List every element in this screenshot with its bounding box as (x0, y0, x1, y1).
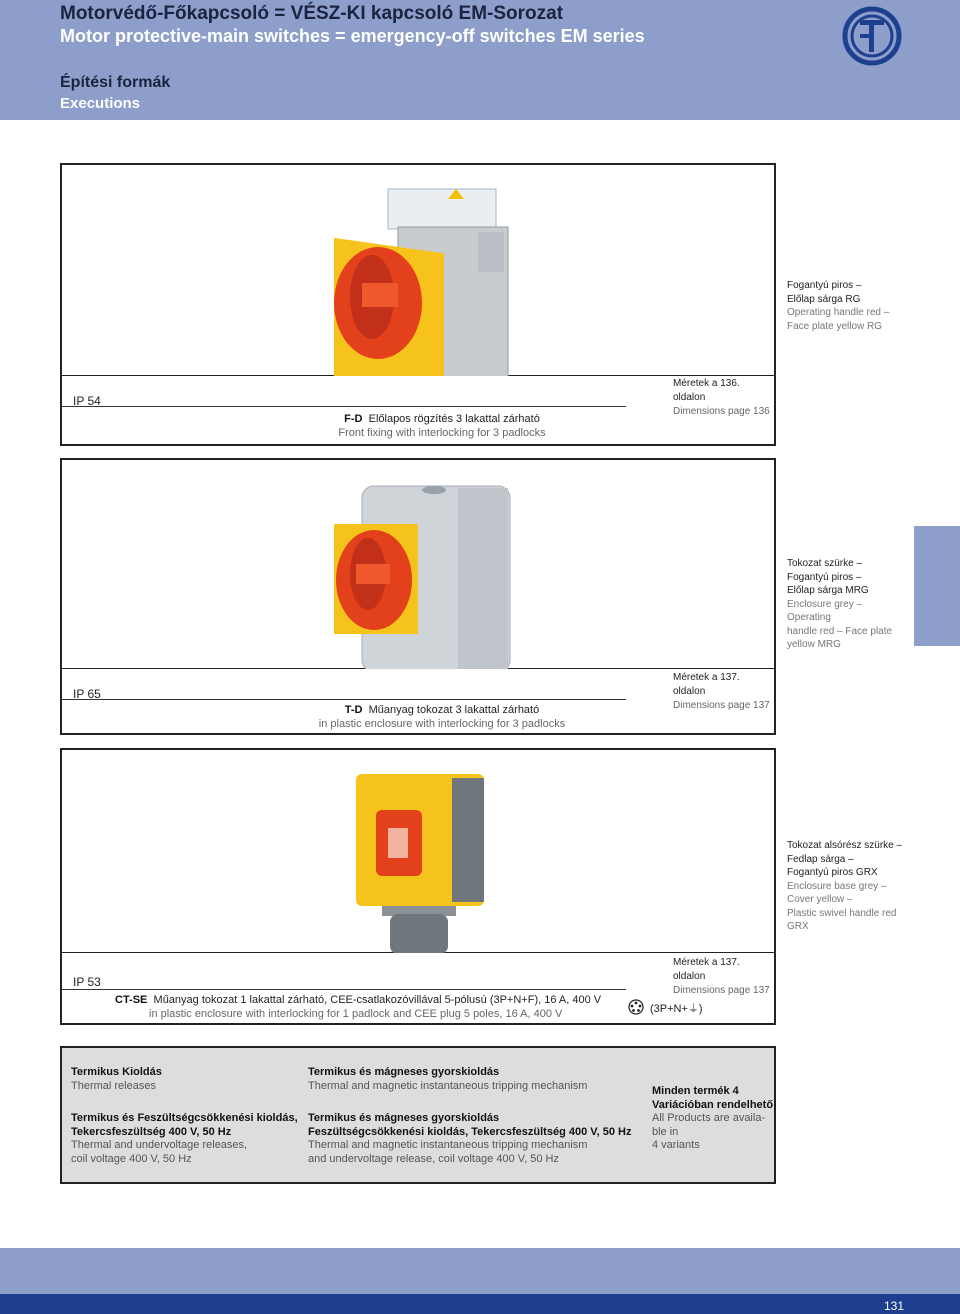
note-line: Tokozat alsórész szürke – (787, 840, 903, 851)
desc-en: in plastic enclosure with interlocking for 3 padlocks (318, 718, 566, 730)
product-code: F-D (344, 413, 363, 425)
release-variants-note (652, 1085, 773, 1153)
product-code: CT-SE (115, 994, 148, 1006)
title-english: Motor protective-main switches = emergency-off switches EM series (60, 26, 645, 46)
note-line: Face plate yellow RG (787, 320, 883, 332)
note-td (787, 557, 907, 652)
release-en: Thermal releases (71, 1079, 156, 1092)
dimensions-hu: Méretek a 137. oldalon (673, 672, 740, 697)
variants-en: 4 variants (652, 1139, 700, 1151)
cee-plug-icon (628, 999, 644, 1015)
note-line: Operating handle red – (787, 307, 890, 318)
dimensions-hu: Méretek a 137. oldalon (673, 957, 740, 982)
note-line: GRX (787, 921, 809, 932)
product-photo-frame-ctse (60, 748, 776, 954)
variants-en: All Products are availa- (652, 1112, 766, 1124)
dimensions-en: Dimensions page 136 (673, 406, 770, 417)
note-line: Enclosure grey – Operating (787, 598, 863, 623)
switch-td-image (328, 484, 528, 674)
switch-ctse-image (348, 772, 498, 956)
dimensions-ref (673, 671, 774, 713)
product-photo-frame-td (60, 458, 776, 670)
dimensions-en: Dimensions page 137 (673, 985, 770, 996)
product-photo-frame-fd (60, 163, 776, 377)
note-line: Előlap sárga RG (787, 293, 861, 305)
title-hungarian: Motorvédő-Főkapcsoló = VÉSZ-KI kapcsoló EM-Sorozat (60, 3, 564, 24)
switch-fd-image (328, 187, 528, 377)
dimensions-ref (673, 956, 774, 998)
section-hungarian: Építési formák (60, 74, 171, 91)
plug-pole-label: (3P+N+⏚) (650, 1003, 703, 1015)
release-en: Thermal and magnetic instantaneous tripping mechanism (308, 1079, 588, 1092)
note-line: Enclosure base grey – (787, 880, 887, 892)
release-en: Thermal and undervoltage releases, (71, 1139, 248, 1151)
desc-en: Front fixing with interlocking for 3 padlocks (338, 427, 546, 439)
note-ctse (787, 839, 907, 934)
release-thermal (71, 1066, 162, 1093)
note-line: handle red – Face plate (787, 625, 893, 637)
company-logo (842, 6, 902, 66)
description-td (272, 703, 612, 731)
dimensions-en: Dimensions page 137 (673, 700, 770, 711)
note-line: Tokozat szürke – (787, 558, 863, 569)
page-header (0, 0, 960, 120)
ip-rating: IP 54 (73, 394, 101, 408)
desc-hu: Előlapos rögzítés 3 lakattal zárható (368, 413, 540, 425)
variants-hu: Minden termék 4 (652, 1085, 739, 1097)
release-thermal-magnetic (308, 1066, 587, 1093)
release-hu: Tekercsfeszültség 400 V, 50 Hz (71, 1125, 232, 1138)
note-line: Fogantyú piros – (787, 571, 862, 583)
description-ctse (112, 993, 652, 1021)
release-hu: Termikus és mágneses gyorskioldás (308, 1066, 500, 1078)
note-line: Fogantyú piros – (787, 280, 862, 291)
section-english: Executions (60, 95, 141, 112)
note-line: Fogantyú piros GRX (787, 867, 878, 878)
release-hu: Termikus és Feszültségcsökkenési kioldás, (71, 1112, 298, 1124)
release-thermal-magnetic-undervoltage (308, 1112, 631, 1166)
desc-hu: Műanyag tokozat 1 lakattal zárható, CEE-csatlakozóvillával 5-pólusú (3P+N+F), 16 A, 400 V (153, 994, 602, 1006)
note-line: yellow MRG (787, 639, 841, 650)
release-thermal-undervoltage (71, 1112, 298, 1166)
ip-rating: IP 53 (73, 975, 101, 989)
product-code: T-D (344, 704, 363, 716)
page-number: 131 (883, 1299, 904, 1313)
desc-hu: Műanyag tokozat 3 lakattal zárható (368, 704, 540, 716)
release-en: coil voltage 400 V, 50 Hz (71, 1152, 192, 1165)
note-line: Plastic swivel handle red (787, 907, 897, 919)
chapter-tab (914, 526, 960, 646)
caption-td (60, 669, 776, 735)
release-hu: Feszültségcsökkenési kioldás, Tekercsfeszültség 400 V, 50 Hz (308, 1125, 632, 1138)
caption-ctse (60, 953, 776, 1025)
release-hu: Termikus Kioldás (71, 1066, 162, 1078)
note-fd (787, 279, 907, 333)
release-en: and undervoltage release, coil voltage 400 V, 50 Hz (308, 1152, 559, 1165)
dimensions-ref (673, 377, 774, 419)
dimensions-hu: Méretek a 136. oldalon (673, 378, 740, 403)
note-line: Előlap sárga MRG (787, 585, 869, 596)
description-fd (302, 412, 582, 440)
note-line: Cover yellow – (787, 894, 853, 905)
footer-bar (0, 1294, 960, 1314)
variants-hu: Variációban rendelhető (652, 1098, 774, 1111)
variants-en: ble in (652, 1125, 679, 1138)
ip-rating: IP 65 (73, 687, 101, 701)
release-hu: Termikus és mágneses gyorskioldás (308, 1112, 500, 1124)
release-options-box (60, 1046, 776, 1184)
caption-fd (60, 376, 776, 446)
desc-en: in plastic enclosure with interlocking for 1 padlock and CEE plug 5 poles, 16 A, 400 V (149, 1008, 563, 1020)
note-line: Fedlap sárga – (787, 853, 854, 865)
release-en: Thermal and magnetic instantaneous tripping mechanism (308, 1139, 588, 1151)
footer-band (0, 1248, 960, 1294)
